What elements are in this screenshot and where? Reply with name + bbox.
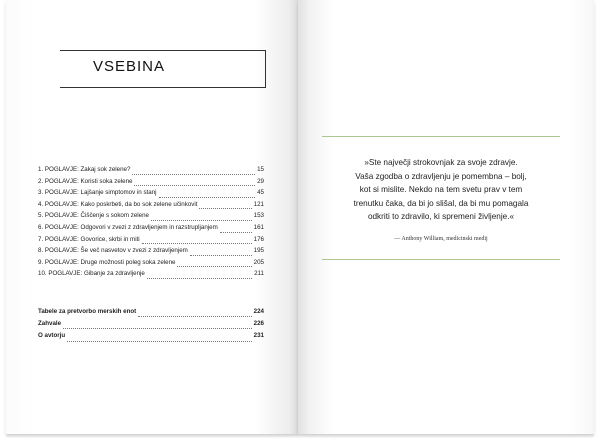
toc-entry-label: 10. POGLAVJE: Gibanje za zdravljenje — [38, 270, 145, 278]
toc-entry-label: 7. POGLAVJE: Govorice, skrbi in miti — [38, 235, 140, 243]
toc-entry-page: 211 — [254, 270, 264, 278]
toc-entry-label: 4. POGLAVJE: Kako poskrbeti, da bo sok zelene učinkovit — [38, 200, 198, 208]
toc-entry[interactable] — [38, 201, 264, 213]
toc-entry-page: 153 — [253, 212, 264, 220]
dot-leader — [67, 340, 252, 342]
quote-line: Vaša zgodba o zdravljenju je pomembna – bolj, — [355, 171, 527, 181]
table-of-contents — [38, 166, 264, 282]
dot-leader — [151, 219, 252, 221]
dot-leader — [142, 242, 252, 244]
toc-entry-label: Zahvale — [38, 320, 62, 328]
toc-entry[interactable] — [38, 189, 264, 201]
dot-leader — [220, 231, 252, 233]
page-title: VSEBINA — [92, 58, 166, 75]
toc-entry[interactable] — [38, 212, 264, 224]
toc-extras — [38, 308, 264, 345]
toc-entry[interactable] — [38, 178, 264, 190]
dot-leader — [134, 184, 255, 186]
dot-leader — [190, 254, 252, 256]
dot-leader — [138, 315, 251, 317]
toc-entry-page: 176 — [253, 235, 264, 243]
dot-leader — [63, 327, 252, 329]
dot-leader — [159, 196, 256, 198]
quote-line: trenutku čaka, da bi jo slišal, da bi mu pomagala — [353, 198, 529, 208]
toc-entry-page: 29 — [257, 177, 264, 185]
toc-entry-page: 161 — [253, 223, 264, 231]
toc-extra-entry[interactable] — [38, 332, 264, 344]
toc-entry-page: 45 — [257, 189, 264, 197]
toc-extra-entry[interactable] — [38, 320, 264, 332]
toc-entry-label: 6. POGLAVJE: Odgovori v zvezi z zdravljenjem in razstrupljanjem — [38, 223, 218, 231]
page-shadow — [6, 434, 594, 438]
bottom-divider — [322, 259, 560, 260]
toc-entry-label: Tabele za pretvorbo merskih enot — [38, 308, 137, 315]
quote-line: odkriti to zdravilo, ki spremeni življenje.« — [367, 212, 515, 222]
toc-entry[interactable] — [38, 236, 264, 248]
quote-line: kot si mislite. Nekdo na tem svetu prav v tem — [359, 185, 523, 195]
toc-entry-page: 224 — [253, 308, 264, 315]
toc-entry-page: 205 — [253, 258, 264, 266]
dot-leader — [147, 277, 252, 279]
toc-entry-page: 195 — [253, 247, 264, 255]
toc-entry-page: 15 — [257, 166, 264, 173]
quote-line: »Ste največji strokovnjak za svoje zdravje. — [364, 158, 518, 167]
toc-entry[interactable] — [38, 247, 264, 259]
quote-attribution: — Anthony William, medicinski medij — [394, 236, 488, 242]
toc-entry-page: 231 — [253, 332, 264, 340]
toc-entry[interactable] — [38, 259, 264, 271]
toc-entry-label: 8. POGLAVJE: Še več nasvetov v zvezi z zdravljenjem — [38, 247, 188, 255]
dot-leader — [132, 173, 255, 175]
toc-entry-label: 2. POGLAVJE: Koristi soka zelene — [38, 177, 133, 185]
toc-extra-entry[interactable] — [38, 308, 264, 320]
toc-entry-page: 226 — [253, 320, 264, 328]
toc-entry[interactable] — [38, 270, 264, 282]
dot-leader — [177, 265, 251, 267]
toc-entry-label: 5. POGLAVJE: Čiščenje s sokom zelene — [38, 212, 149, 220]
quote — [330, 156, 552, 224]
toc-entry[interactable] — [38, 224, 264, 236]
toc-entry-label: 1. POGLAVJE: Zakaj sok zelene? — [38, 166, 131, 173]
toc-entry[interactable] — [38, 166, 264, 178]
toc-entry-label: 3. POGLAVJE: Lajšanje simptomov in stanj — [38, 189, 157, 197]
top-divider — [322, 136, 560, 137]
toc-entry-page: 121 — [253, 200, 264, 208]
dot-leader — [199, 207, 251, 209]
toc-entry-label: 9. POGLAVJE: Druge možnosti poleg soka zelene — [38, 258, 176, 266]
toc-entry-label: O avtorju — [38, 332, 66, 340]
